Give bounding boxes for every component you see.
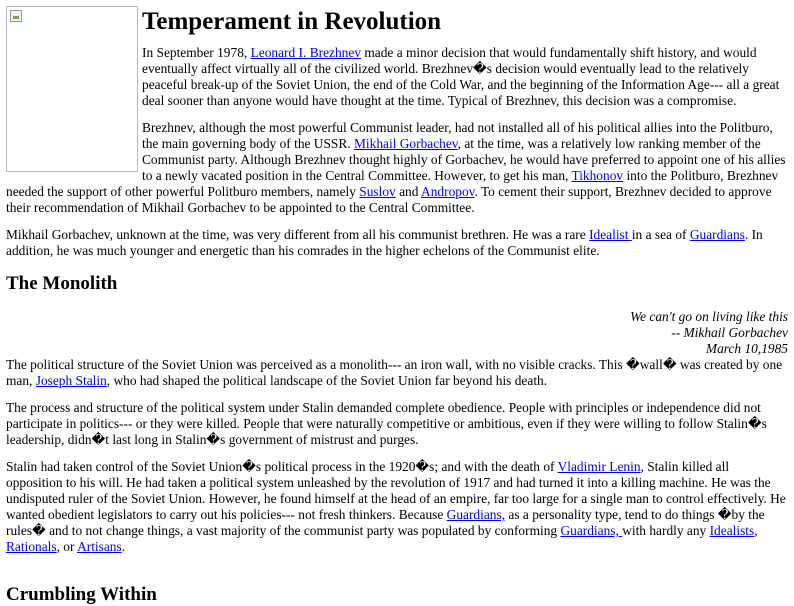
broken-image-icon: [10, 10, 22, 22]
gorbachev-quote: [6, 309, 788, 357]
link-idealists[interactable]: Idealists: [709, 523, 755, 538]
intro-paragraph-3: Mikhail Gorbachev, unknown at the time, was very different from all his communist brethren. He was a rare Idealist in a sea of Guardians. In addition, he was much younger and energetic than his comrades in the higher echelons of the Communist elite.: [6, 227, 763, 258]
link-guardians[interactable]: Guardians: [689, 227, 745, 242]
quote-attribution: -- Mikhail Gorbachev: [671, 325, 788, 340]
link-artisans[interactable]: Artisans: [77, 539, 122, 554]
link-tikhonov[interactable]: Tikhonov: [571, 168, 624, 183]
monolith-heading: The Monolith: [6, 273, 118, 294]
page-title: Temperament in Revolution: [142, 8, 442, 35]
crumbling-heading: Crumbling Within: [6, 584, 157, 605]
link-gorbachev[interactable]: Mikhail Gorbachev: [354, 136, 458, 151]
spacer: [6, 566, 788, 584]
link-lenin[interactable]: Vladimir Lenin: [557, 459, 641, 474]
link-guardians-1[interactable]: Guardians,: [446, 507, 506, 522]
link-rationals[interactable]: Rationals: [6, 539, 57, 554]
broken-image: [6, 6, 138, 172]
quote-date: March 10,1985: [705, 341, 788, 356]
link-andropov[interactable]: Andropov: [421, 184, 475, 199]
monolith-paragraph-3: Stalin had taken control of the Soviet Union�s political process in the 1920�s; and with the death of Vladimir Lenin, Stalin killed all opposition to his will. He had taken a political system unleashed by the revolution of 1917 and had turned it into a killing machine. He was the undisputed ruler of the Soviet Union. However, he found himself at the head of an empire, far too large for a single man to control effectively. He wanted obedient legislators to carry out his policies--- not fresh thinkers. Because Guardians, as a personality type, tend to do things �by the rules� and to not change things, a vast majority of the communist party was populated by conforming Guardians, with hardly any Idealists, Rationals, or Artisans.: [6, 459, 786, 554]
monolith-paragraph-2: The process and structure of the political system under Stalin demanded complete obedience. People with principles or independence did not participate in politics--- or they were killed. People that were naturally competitive or ambitious, even if they were willing to follow Stalin�s leadership, didn�t last long in Stalin�s government of mistrust and purges.: [6, 400, 767, 447]
intro-paragraph-1: In September 1978, Leonard I. Brezhnev made a minor decision that would fundamentally shift history, and would eventually affect virtually all of the civilized world. Brezhnev�s decision would eventually lead to the relatively peaceful break-up of the Soviet Union, the end of the Cold War, and the beginning of the Information Age--- all a great deal sooner than anyone would have thought at the time. Typical of Brezhnev, this decision was a compromise.: [142, 45, 780, 108]
monolith-paragraph-1: The political structure of the Soviet Union was perceived as a monolith--- an iron wall, with no visible cracks. This �wall� was created by one man, Joseph Stalin, who had shaped the political landscape of the Soviet Union far beyond his death.: [6, 357, 783, 388]
quote-line-1: We can't go on living like this: [630, 309, 788, 324]
intro-paragraph-2: Brezhnev, although the most powerful Communist leader, had not installed all of his political allies into the Politburo, the main governing body of the USSR. Mikhail Gorbachev, at the time, was a relatively low ranking member of the Communist party. Although Brezhnev thought highly of Gorbachev, he would have preferred to appoint one of his allies to a newly vacated position in the Central Committee. However, to get his man, Tikhonov into the Politburo, Brezhnev needed the support of other powerful Politburo members, namely Suslov and Andropov. To cement their support, Brezhnev decided to approve their recommendation of Mikhail Gorbachev to be appointed to the Central Committee.: [6, 120, 786, 215]
link-brezhnev[interactable]: Leonard I. Brezhnev: [250, 45, 362, 60]
link-suslov[interactable]: Suslov: [359, 184, 396, 199]
link-stalin[interactable]: Joseph Stalin: [35, 373, 107, 388]
link-idealist[interactable]: Idealist: [589, 227, 632, 242]
link-guardians-2[interactable]: Guardians,: [560, 523, 623, 538]
